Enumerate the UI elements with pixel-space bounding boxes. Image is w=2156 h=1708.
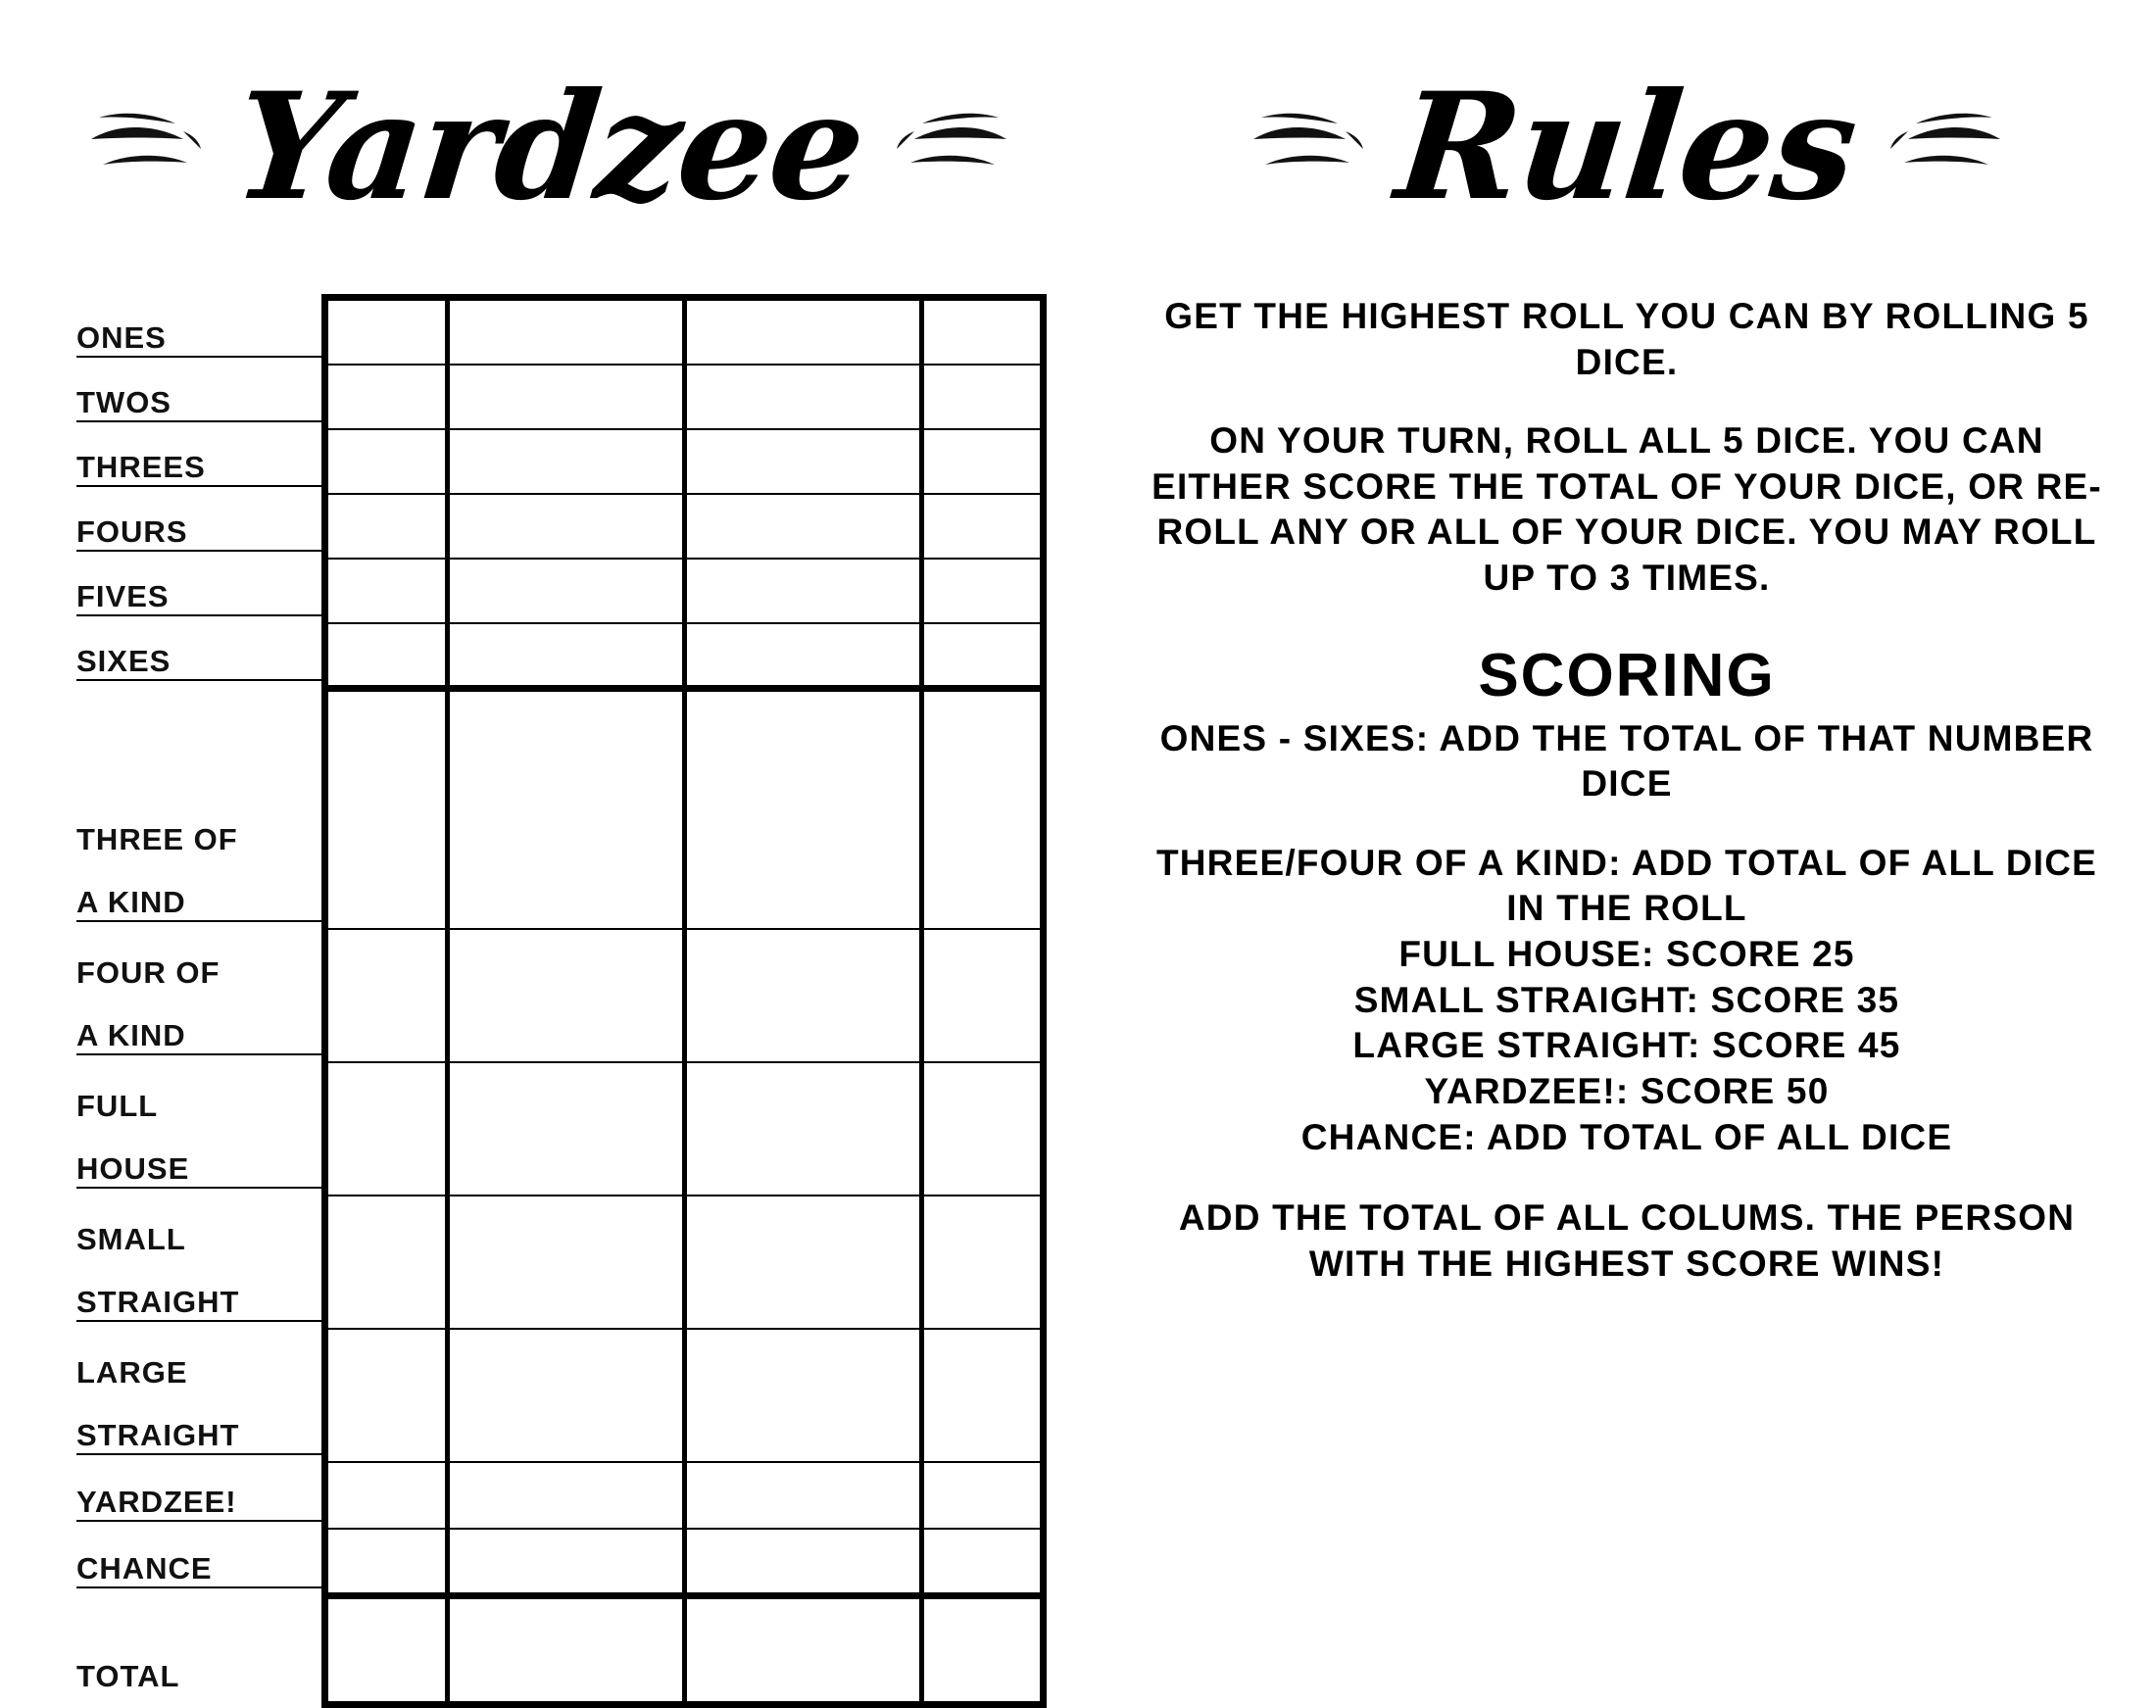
table-row	[328, 929, 1040, 1062]
table-row	[328, 1062, 1040, 1196]
score-cell[interactable]	[328, 429, 447, 494]
score-cell[interactable]	[447, 365, 684, 429]
rules-intro-1: GET THE HIGHEST ROLL YOU CAN BY ROLLING 5 DICE.	[1164, 296, 2089, 382]
row-label-four-of-a-kind-line1: FOUR OF	[76, 955, 220, 991]
scorecard	[76, 294, 1047, 1708]
row-label-large-straight-line1: LARGE	[76, 1355, 188, 1391]
row-label-yardzee: YARDZEE!	[76, 1455, 321, 1522]
score-cell[interactable]	[328, 929, 447, 1062]
rules-title-block	[1137, 0, 2117, 294]
score-cell[interactable]	[684, 623, 921, 688]
score-cell[interactable]	[921, 301, 1040, 365]
flourish-left-icon	[81, 88, 209, 206]
scoring-line-chance: CHANCE: ADD TOTAL OF ALL DICE	[1300, 1116, 1953, 1157]
row-label-small-straight-line2: STRAIGHT	[76, 1255, 321, 1322]
flourish-left-icon	[1244, 88, 1371, 206]
score-cell[interactable]	[684, 365, 921, 429]
score-cell[interactable]	[684, 429, 921, 494]
rules-panel	[1098, 0, 2156, 1666]
table-row	[328, 1529, 1040, 1595]
table-row	[328, 429, 1040, 494]
table-row	[328, 1462, 1040, 1529]
scoring-line-yardzee: YARDZEE!: SCORE 50	[1424, 1070, 1830, 1111]
table-row	[328, 688, 1040, 929]
flourish-right-icon	[1883, 88, 2010, 206]
score-cell[interactable]	[328, 1462, 447, 1529]
score-cell[interactable]	[447, 929, 684, 1062]
score-cell[interactable]	[447, 301, 684, 365]
table-row	[328, 1595, 1040, 1701]
score-cell[interactable]	[328, 559, 447, 623]
row-label-large-straight-line2: STRAIGHT	[76, 1389, 321, 1455]
row-label-twos: TWOS	[76, 358, 321, 422]
score-cell[interactable]	[684, 559, 921, 623]
score-cell[interactable]	[684, 1062, 921, 1196]
row-label-fours: FOURS	[76, 487, 321, 552]
score-cell[interactable]	[921, 1529, 1040, 1595]
spacer-row	[76, 681, 321, 789]
scoring-list	[1137, 841, 2117, 1160]
scoring-numbers: ONES - SIXES: ADD THE TOTAL OF THAT NUMBER DICE	[1159, 717, 2094, 805]
score-cell[interactable]	[328, 1329, 447, 1462]
table-row	[328, 1196, 1040, 1329]
score-cell[interactable]	[921, 929, 1040, 1062]
score-cell[interactable]	[684, 1196, 921, 1329]
score-cell[interactable]	[328, 688, 447, 929]
scoring-line-three-four-kind: THREE/FOUR OF A KIND: ADD TOTAL OF ALL DICE IN THE ROLL	[1155, 842, 2098, 929]
score-cell[interactable]	[447, 494, 684, 559]
table-row	[328, 301, 1040, 365]
score-cell[interactable]	[921, 1462, 1040, 1529]
scoring-heading: SCORING	[1478, 641, 1776, 709]
score-cell[interactable]	[921, 429, 1040, 494]
row-label-chance: CHANCE	[76, 1522, 321, 1588]
row-label-ones: ONES	[76, 294, 321, 358]
total-cell[interactable]	[921, 1595, 1040, 1701]
rules-closing: ADD THE TOTAL OF ALL COLUMS. THE PERSON WITH THE HIGHEST SCORE WINS!	[1178, 1197, 2076, 1284]
score-cell[interactable]	[328, 301, 447, 365]
score-cell[interactable]	[684, 1462, 921, 1529]
table-row	[328, 623, 1040, 688]
row-label-four-of-a-kind-line2: A KIND	[76, 989, 321, 1055]
score-cell[interactable]	[447, 688, 684, 929]
score-grid	[321, 294, 1047, 1708]
score-cell[interactable]	[921, 365, 1040, 429]
page-title: Yardzee	[226, 61, 871, 233]
score-cell[interactable]	[447, 1529, 684, 1595]
row-label-threes: THREES	[76, 422, 321, 487]
score-cell[interactable]	[921, 1196, 1040, 1329]
total-cell[interactable]	[328, 1595, 447, 1701]
table-row	[328, 559, 1040, 623]
row-label-full-house-line1: FULL	[76, 1089, 159, 1124]
score-cell[interactable]	[684, 494, 921, 559]
scoring-line-large-straight: LARGE STRAIGHT: SCORE 45	[1352, 1025, 1901, 1066]
title-block	[0, 0, 1098, 294]
score-cell[interactable]	[328, 365, 447, 429]
score-cell[interactable]	[328, 1062, 447, 1196]
score-cell[interactable]	[921, 1329, 1040, 1462]
row-label-small-straight-line1: SMALL	[76, 1222, 186, 1257]
score-cell[interactable]	[921, 623, 1040, 688]
score-cell[interactable]	[447, 623, 684, 688]
table-row	[328, 1329, 1040, 1462]
score-cell[interactable]	[447, 429, 684, 494]
score-cell[interactable]	[921, 559, 1040, 623]
score-cell[interactable]	[684, 301, 921, 365]
table-row	[328, 365, 1040, 429]
rules-intro-2: ON YOUR TURN, ROLL ALL 5 DICE. YOU CAN EITHER SCORE THE TOTAL OF YOUR DICE, OR RE-ROLL ANY OR ALL OF YOUR DICE. YOU MAY ROLL UP TO 3 TIMES.	[1152, 420, 2102, 599]
row-label-full-house-line2: HOUSE	[76, 1122, 321, 1189]
row-label-total: TOTAL	[76, 1659, 180, 1694]
row-label-fives: FIVES	[76, 552, 321, 616]
row-label-three-of-a-kind-line1: THREE OF	[76, 822, 238, 857]
score-cell[interactable]	[684, 688, 921, 929]
scoring-line-full-house: FULL HOUSE: SCORE 25	[1398, 934, 1855, 975]
score-cell[interactable]	[921, 688, 1040, 929]
row-label-sixes: SIXES	[76, 616, 321, 681]
score-cell[interactable]	[447, 1462, 684, 1529]
score-cell[interactable]	[684, 1529, 921, 1595]
scorecard-labels	[76, 294, 321, 1708]
score-cell[interactable]	[921, 1062, 1040, 1196]
row-label-three-of-a-kind-line2: A KIND	[76, 855, 321, 922]
table-row	[328, 494, 1040, 559]
scoring-line-small-straight: SMALL STRAIGHT: SCORE 35	[1353, 979, 1900, 1020]
score-cell[interactable]	[447, 1062, 684, 1196]
score-cell[interactable]	[447, 559, 684, 623]
score-cell[interactable]	[921, 494, 1040, 559]
score-grid-table	[328, 301, 1040, 1701]
score-cell[interactable]	[328, 494, 447, 559]
total-cell[interactable]	[684, 1595, 921, 1701]
score-cell[interactable]	[328, 1529, 447, 1595]
rules-title: Rules	[1389, 61, 1865, 233]
score-cell[interactable]	[684, 1329, 921, 1462]
score-cell[interactable]	[328, 623, 447, 688]
rules-body	[1137, 294, 2117, 1287]
score-cell[interactable]	[447, 1196, 684, 1329]
flourish-right-icon	[889, 88, 1016, 206]
total-cell[interactable]	[447, 1595, 684, 1701]
score-cell[interactable]	[447, 1329, 684, 1462]
score-cell[interactable]	[328, 1196, 447, 1329]
score-cell[interactable]	[684, 929, 921, 1062]
